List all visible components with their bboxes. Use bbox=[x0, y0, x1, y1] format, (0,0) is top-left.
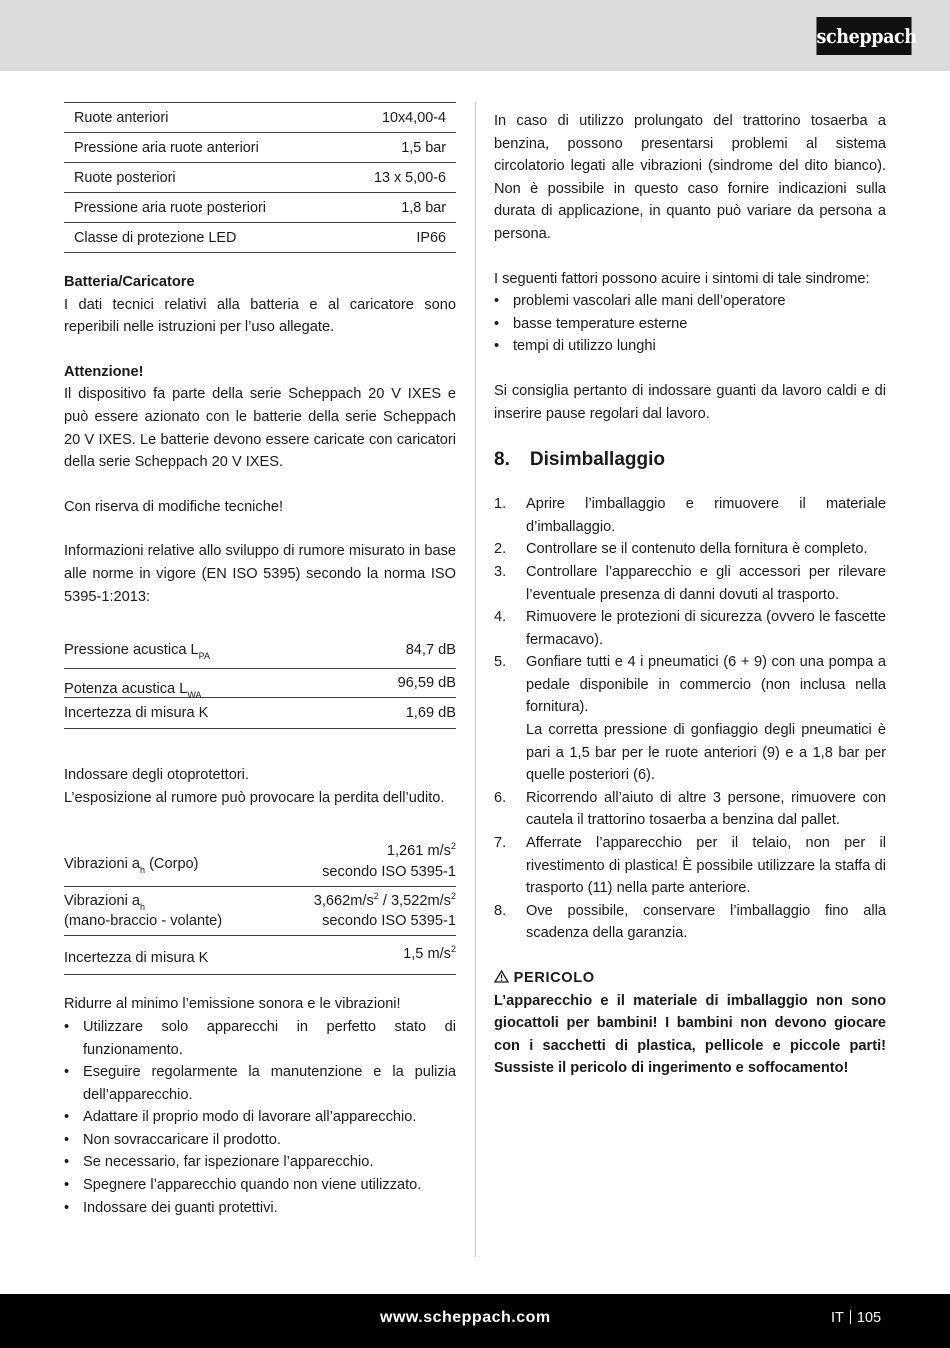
attention-heading: Attenzione! bbox=[64, 363, 144, 380]
noise-intro: Informazioni relative allo sviluppo di rumore misurato in base alle norme in vigore (EN ISO 5395) secondo la norma ISO 5395-1:2013: bbox=[64, 543, 456, 605]
list-item: 7. Afferrate l’apparecchio per il telaio, non per il rivestimento di plastica! È possibile utilizzare la staffa di trasporto (11) nella parte anteriore. bbox=[494, 835, 886, 897]
hearing-line1: Indossare degli otoprotettori. bbox=[64, 767, 249, 784]
danger-text: L’apparecchio e il materiale di imballaggio non sono giocattoli per bambini! I bambini non devono giocare con i sacchetti di plastica, pellicole e piccole parti! Sussiste il pericolo di ingerimento e soffocamento! bbox=[494, 992, 886, 1077]
factors-intro: I seguenti fattori possono acuire i sintomi di tale sindrome: bbox=[494, 270, 870, 287]
section-number: 8. bbox=[494, 449, 510, 471]
list-item: 5. Gonfiare tutti e 4 i pneumatici (6 + 9) con una pompa a pedale disponibile in commercio (non inclusa nella fornitura). La corretta pressione di gonfiaggio degli pneumatici è pari a 1,5 bar per le ruote anteriori (9) e a 1,8 bar per quelle posteriori (6). bbox=[494, 654, 886, 784]
unpacking-steps bbox=[494, 493, 886, 945]
spec-value: 1,5 bar bbox=[337, 133, 456, 163]
noise-label: Potenza acustica $L_{WA}$ bbox=[64, 681, 202, 701]
page-number: IT 105 bbox=[831, 1310, 882, 1326]
list-item: • Adattare il proprio modo di lavorare all’apparecchio. bbox=[64, 1106, 456, 1129]
list-item: 4. Rimuovere le protezioni di sicurezza (ovvero le fascette fermacavo). bbox=[494, 609, 886, 648]
danger-label: PERICOLO bbox=[513, 970, 595, 986]
spec-value: 13 x 5,00-6 bbox=[337, 163, 456, 193]
right-column bbox=[494, 110, 886, 1080]
vibration-label: Incertezza di misura K bbox=[64, 950, 209, 967]
list-item: • tempi di utilizzo lunghi bbox=[494, 335, 886, 358]
reserve-text: Con riserva di modifiche tecniche! bbox=[64, 498, 284, 515]
factors-list bbox=[494, 290, 886, 358]
table-row bbox=[64, 887, 456, 936]
table-row bbox=[64, 669, 456, 701]
spec-value: 10x4,00-4 bbox=[337, 103, 456, 133]
list-item: • Se necessario, far ispezionare l’apparecchio. bbox=[64, 1151, 456, 1174]
header-band bbox=[0, 0, 950, 71]
noise-value: 84,7 dB bbox=[405, 642, 456, 659]
vibration-label: Vibrazioni $a_h$ (Corpo) bbox=[64, 856, 199, 876]
list-item: • Indossare dei guanti protettivi. bbox=[64, 1197, 456, 1220]
spec-label: Pressione aria ruote anteriori bbox=[64, 133, 337, 163]
vibration-label: Vibrazioni $a_h$ (mano-braccio - volante) bbox=[64, 892, 223, 929]
list-item: 8. Ove possibile, conservare l’imballaggio fino alla scadenza della garanzia. bbox=[494, 902, 886, 942]
hearing-line2: L’esposizione al rumore può provocare la perdita dell’udito. bbox=[64, 789, 445, 806]
spec-label: Classe di protezione LED bbox=[64, 223, 337, 253]
table-row bbox=[64, 133, 456, 163]
list-item: • Utilizzare solo apparecchi in perfetto stato di funzionamento. bbox=[64, 1016, 456, 1061]
attention-text: Il dispositivo fa parte della serie Scheppach 20 V IXES e può essere azionato con le batterie della serie Scheppach 20 V IXES. Le batterie devono essere caricate con caricatori della serie Scheppach 20 V IXES. bbox=[64, 386, 456, 471]
table-row bbox=[64, 836, 456, 887]
list-item: 3. Controllare l’apparecchio e gli accessori per rilevare l’eventuale presenza di danni dovuti al trasporto. bbox=[494, 563, 886, 603]
vibration-value: 1,5 $m/s^2$ bbox=[403, 944, 456, 963]
spec-label: Ruote posteriori bbox=[64, 163, 337, 193]
list-item: • basse temperature esterne bbox=[494, 313, 886, 336]
spec-label: Ruote anteriori bbox=[64, 103, 337, 133]
brand-logo: scheppach bbox=[816, 17, 911, 55]
section-heading bbox=[494, 447, 886, 473]
danger-heading bbox=[494, 967, 886, 990]
vibration-table bbox=[64, 836, 456, 975]
table-row bbox=[64, 936, 456, 975]
table-row bbox=[64, 698, 456, 729]
table-row bbox=[64, 223, 456, 253]
vibration-value: 1,261 $m/s^2$ secondo ISO 5395-1 bbox=[322, 840, 456, 880]
vibration-warning: In caso di utilizzo prolungato del trattorino tosaerba a benzina, possono presentarsi problemi al sistema circolatorio legati alle vibrazioni (sindrome del dito bianco). Non è possibile in questo caso fornire indicazioni sulla durata di applicazione, in quanto può variare da persona a persona. bbox=[494, 113, 886, 242]
table-row bbox=[64, 163, 456, 193]
noise-label: Pressione acustica $L_{PA}$ bbox=[64, 642, 211, 662]
vibration-value: $3,662m/s^2 / 3,522m/s^2$ secondo ISO 5395-1 bbox=[313, 890, 456, 929]
spec-label: Pressione aria ruote posteriori bbox=[64, 193, 337, 223]
list-item: • problemi vascolari alle mani dell’operatore bbox=[494, 290, 886, 313]
noise-value: 1,69 dB bbox=[405, 705, 456, 722]
table-row bbox=[64, 193, 456, 223]
footer-url[interactable]: www.scheppach.com bbox=[380, 1309, 551, 1326]
section-title: Disimballaggio bbox=[529, 449, 665, 471]
list-item: • Non sovraccaricare il prodotto. bbox=[64, 1129, 456, 1152]
noise-table bbox=[64, 630, 456, 729]
left-column bbox=[64, 102, 456, 1219]
reduce-heading: Ridurre al minimo l’emissione sonora e le vibrazioni! bbox=[64, 996, 401, 1013]
list-item: 2. Controllare se il contenuto della fornitura è completo. bbox=[494, 541, 868, 558]
warning-triangle-icon bbox=[494, 970, 509, 986]
battery-heading: Batteria/Caricatore bbox=[64, 274, 195, 290]
spec-value: 1,8 bar bbox=[337, 193, 456, 223]
noise-value: 96,59 dB bbox=[397, 675, 456, 692]
list-item: 6. Ricorrendo all’aiuto di altre 3 persone, rimuovere con cautela il trattorino tosaerba a benzina dal pallet. bbox=[494, 789, 886, 829]
noise-label: Incertezza di misura K bbox=[64, 705, 209, 722]
column-divider bbox=[475, 102, 476, 1257]
table-row bbox=[64, 103, 456, 133]
list-item: 1. Aprire l’imballaggio e rimuovere il materiale d’imballaggio. bbox=[494, 496, 886, 535]
battery-text: I dati tecnici relativi alla batteria e al caricatore sono reperibili nelle istruzioni per l’uso allegate. bbox=[64, 296, 456, 336]
footer-bar bbox=[0, 1294, 950, 1348]
table-row bbox=[64, 630, 456, 669]
spec-value: IP66 bbox=[337, 223, 456, 253]
gloves-text: Si consiglia pertanto di indossare guanti da lavoro caldi e di inserire pause regolari dal lavoro. bbox=[494, 382, 886, 422]
spec-table bbox=[64, 102, 456, 253]
list-item: • Spegnere l’apparecchio quando non viene utilizzato. bbox=[64, 1174, 456, 1197]
reduce-list bbox=[64, 1016, 456, 1219]
list-item: • Eseguire regolarmente la manutenzione e la pulizia dell’apparecchio. bbox=[64, 1061, 456, 1106]
